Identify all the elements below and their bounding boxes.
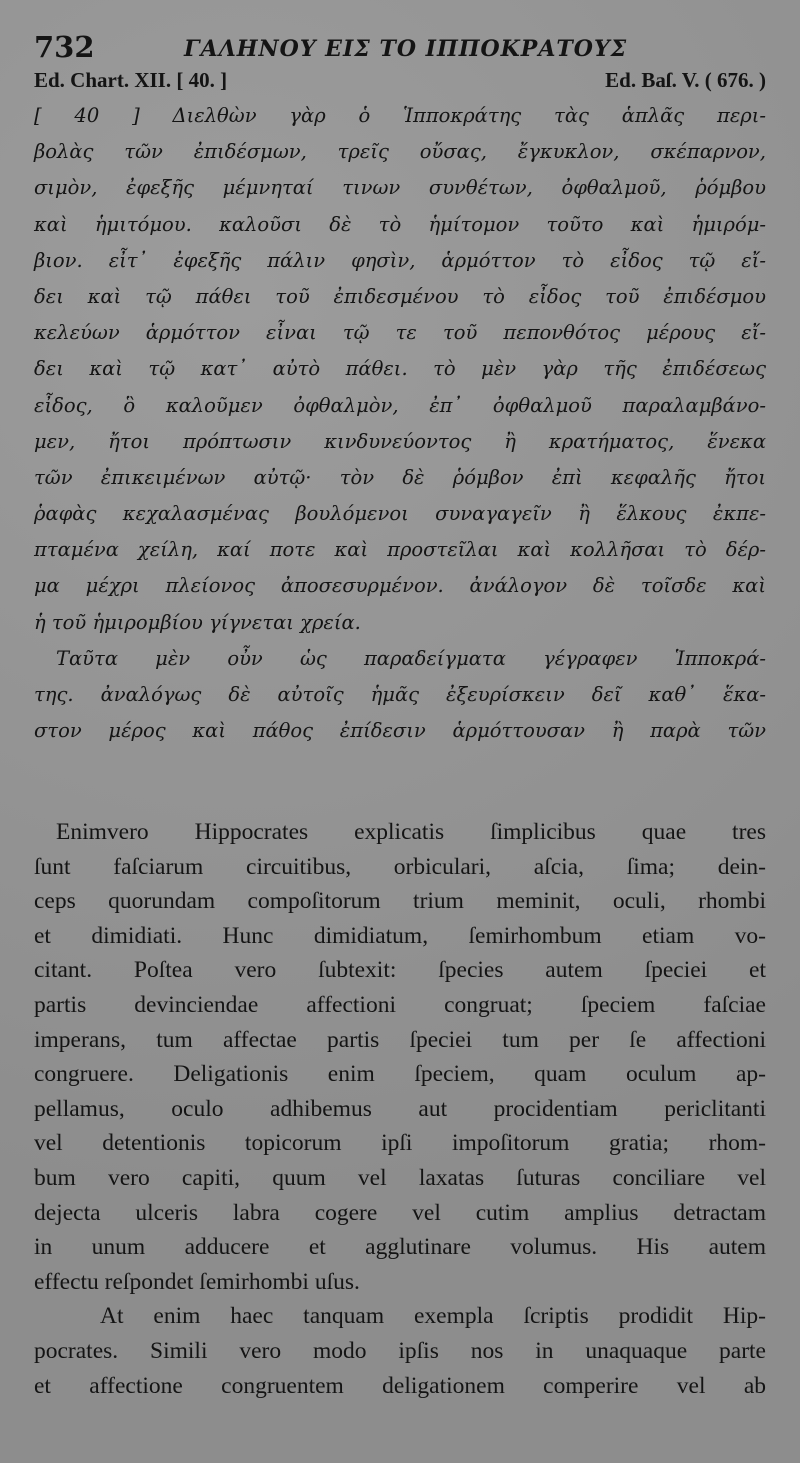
greek-line: τῶν ἐπικειμένων αὐτῷ· τὸν δὲ ῥόμβον ἐπὶ κεφαλῆς ἤτοι	[34, 465, 766, 489]
greek-line: βολὰς τῶν ἐπιδέσμων, τρεῖς οὔσας, ἔγκυκλον, σκέπαρνον,	[34, 140, 766, 164]
latin-line: imperans, tum affectae partis ſpeciei tum per ſe affectioni	[34, 1026, 766, 1053]
latin-line: et affectione congruentem deligationem comperire vel ab	[34, 1372, 766, 1399]
greek-line: καὶ ἡμιτόμου. καλοῦσι δὲ τὸ ἡμίτομον τοῦτο καὶ ἡμιρόμ-	[34, 212, 766, 236]
greek-line: βιον. εἶτ᾽ ἐφεξῆς πάλιν φησὶν, ἁρμόττον τὸ εἶδος τῷ εἴ-	[34, 248, 766, 272]
latin-line: Enimvero Hippocrates explicatis ſimplicibus quae tres	[56, 819, 766, 845]
greek-line: δει καὶ τῷ κατ᾽ αὐτὸ πάθει. τὸ μὲν γὰρ τῆς ἐπιδέσεως	[34, 357, 766, 381]
latin-line: At enim haec tanquam exempla ſcriptis prodidit Hip-	[100, 1303, 766, 1330]
greek-line: ἡ τοῦ ἡμιρομβίου γίγνεται χρεία.	[34, 610, 361, 634]
latin-line: et dimidiati. Hunc dimidiatum, ſemirhombum etiam vo-	[34, 922, 766, 949]
greek-line: Ταῦτα μὲν οὖν ὡς παραδείγματα γέγραφεν Ἱπποκρά-	[56, 646, 766, 670]
edition-basel: Ed. Baſ. V. ( 676. )	[605, 68, 766, 92]
running-head	[34, 30, 774, 66]
latin-line: bum vero capiti, quum vel laxatas ſuturas conciliare vel	[34, 1164, 766, 1191]
greek-line: στον μέρος καὶ πάθος ἐπίδεσιν ἁρμόττουσαν ἢ παρὰ τῶν	[34, 719, 766, 743]
greek-line: εἶδος, ὃ καλοῦμεν ὀφθαλμὸν, ἐπ᾽ ὀφθαλμοῦ παραλαμβάνο-	[34, 393, 766, 417]
latin-line: pocrates. Simili vero modo ipſis nos in unaquaque parte	[34, 1337, 766, 1364]
greek-line: μα μέχρι πλείονος ἀποσεσυρμένον. ἀνάλογον δὲ τοῖσδε καὶ	[34, 574, 766, 598]
latin-line: congruere. Deligationis enim ſpeciem, quam oculum ap-	[34, 1061, 766, 1088]
latin-line: citant. Poſtea vero ſubtexit: ſpecies autem ſpeciei et	[34, 957, 766, 984]
greek-text	[34, 98, 766, 749]
greek-line: της. ἀναλόγως δὲ αὐτοῖς ἡμᾶς ἐξευρίσκειν δεῖ καθ᾽ ἕκα-	[34, 683, 766, 706]
greek-line: [ 40 ] Διελθὼν γὰρ ὁ Ἱπποκράτης τὰς ἁπλᾶς περι-	[34, 104, 766, 127]
running-title: ΓΑΛΗΝΟΥ ΕΙΣ ΤΟ ΙΠΠΟΚΡΑΤΟΥΣ	[184, 36, 628, 62]
latin-line: ceps quorundam compoſitorum trium meminit, oculi, rhombi	[34, 888, 766, 915]
page-number: 732	[34, 30, 95, 64]
latin-line: effectu reſpondet ſemirhombi uſus.	[34, 1268, 360, 1295]
latin-translation	[34, 815, 766, 1403]
greek-line: ῥαφὰς κεχαλασμένας βουλόμενοι συναγαγεῖν ἢ ἕλκους ἐκπε-	[34, 502, 766, 526]
edition-reference-line	[34, 68, 766, 96]
greek-line: σιμὸν, ἐφεξῆς μέμνηταί τινων συνθέτων, ὀφθαλμοῦ, ῥόμβου	[34, 176, 766, 200]
latin-line: ſunt faſciarum circuitibus, orbiculari, aſcia, ſima; dein-	[34, 853, 766, 880]
greek-line: κελεύων ἁρμόττον εἶναι τῷ τε τοῦ πεπονθότος μέρους εἴ-	[34, 321, 766, 345]
greek-line: δει καὶ τῷ πάθει τοῦ ἐπιδεσμένου τὸ εἶδος τοῦ ἐπιδέσμου	[34, 284, 766, 308]
latin-line: dejecta ulceris labra cogere vel cutim amplius detractam	[34, 1199, 766, 1226]
latin-line: in unum adducere et agglutinare volumus. His autem	[34, 1234, 766, 1261]
greek-line: πταμένα χείλη, καί ποτε καὶ προστεῖλαι καὶ κολλῆσαι τὸ δέρ-	[34, 538, 766, 562]
latin-line: pellamus, oculo adhibemus aut procidentiam periclitanti	[34, 1095, 766, 1122]
latin-line: vel detentionis topicorum ipſi impoſitorum gratia; rhom-	[34, 1130, 766, 1157]
greek-line: μεν, ἤτοι πρόπτωσιν κινδυνεύοντος ἢ κρατήματος, ἕνεκα	[34, 429, 766, 453]
edition-chartier: Ed. Chart. XII. [ 40. ]	[34, 68, 228, 92]
latin-line: partis devinciendae affectioni congruat; ſpeciem faſciae	[34, 991, 766, 1018]
